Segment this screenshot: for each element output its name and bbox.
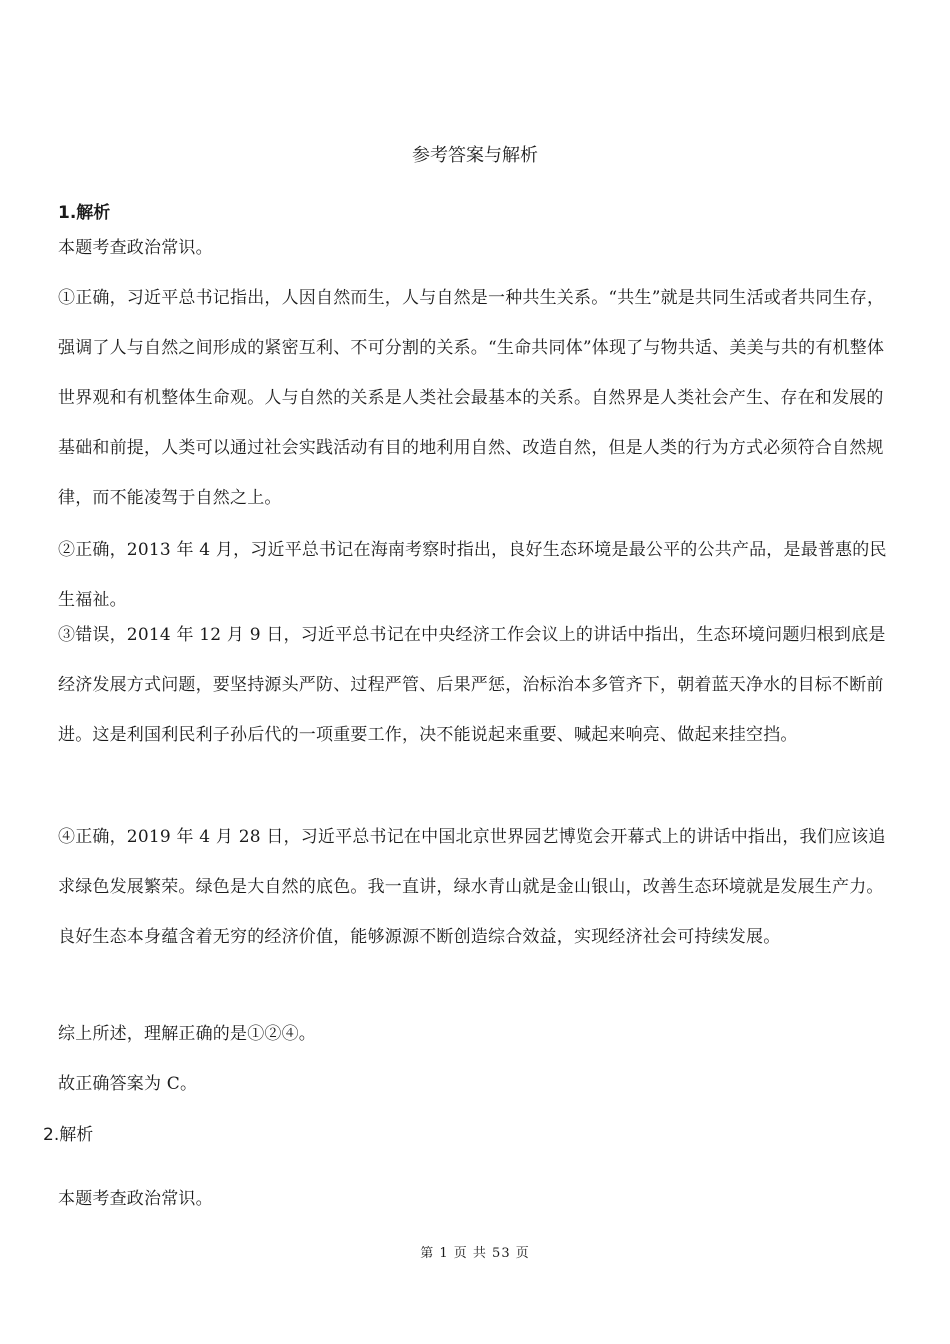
question-2-heading: 2.解析 — [43, 1125, 94, 1145]
question-2-intro: 本题考查政治常识。 — [58, 1189, 213, 1209]
question-1-heading: 1.解析 — [58, 203, 111, 223]
question-1-item-1: ①正确，习近平总书记指出，人因自然而生，人与自然是一种共生关系。“共生”就是共同生活或者共同生存，强调了人与自然之间形成的紧密互利、不可分割的关系。“生命共同体”体现了与物共适、美美与共的有机整体世界观和有机整体生命观。人与自然的关系是人类社会最基本的关系。自然界是人类社会产生、存在和发展的基础和前提，人类可以通过社会实践活动有目的地利用自然、改造自然，但是人类的行为方式必须符合自然规律，而不能凌驾于自然之上。 — [58, 288, 885, 508]
question-1-summary: 综上所述，理解正确的是①②④。 — [58, 1024, 316, 1044]
page-title: 参考答案与解析 — [412, 145, 538, 166]
question-1-item-3: ③错误，2014 年 12 月 9 日，习近平总书记在中央经济工作会议上的讲话中指出，生态环境问题归根到底是经济发展方式问题，要坚持源头严防、过程严管、后果严惩，治标治本多管齐下，朝着蓝天净水的目标不断前进。这是利国利民利子孙后代的一项重要工作，决不能说起来重要、喊起来响亮、做起来挂空挡。 — [58, 625, 886, 745]
question-1-item-4: ④正确，2019 年 4 月 28 日，习近平总书记在中国北京世界园艺博览会开幕式上的讲话中指出，我们应该追求绿色发展繁荣。绿色是大自然的底色。我一直讲，绿水青山就是金山银山，改善生态环境就是发展生产力。良好生态本身蕴含着无穷的经济价值，能够源源不断创造综合效益，实现经济社会可持续发展。 — [58, 827, 886, 947]
question-1-item-2: ②正确，2013 年 4 月，习近平总书记在海南考察时指出，良好生态环境是最公平的公共产品，是最普惠的民生福祉。 — [58, 540, 887, 610]
question-1-intro: 本题考查政治常识。 — [58, 238, 213, 258]
page-footer: 第 1 页 共 53 页 — [420, 1246, 530, 1261]
question-1-answer: 故正确答案为 C。 — [58, 1074, 198, 1094]
